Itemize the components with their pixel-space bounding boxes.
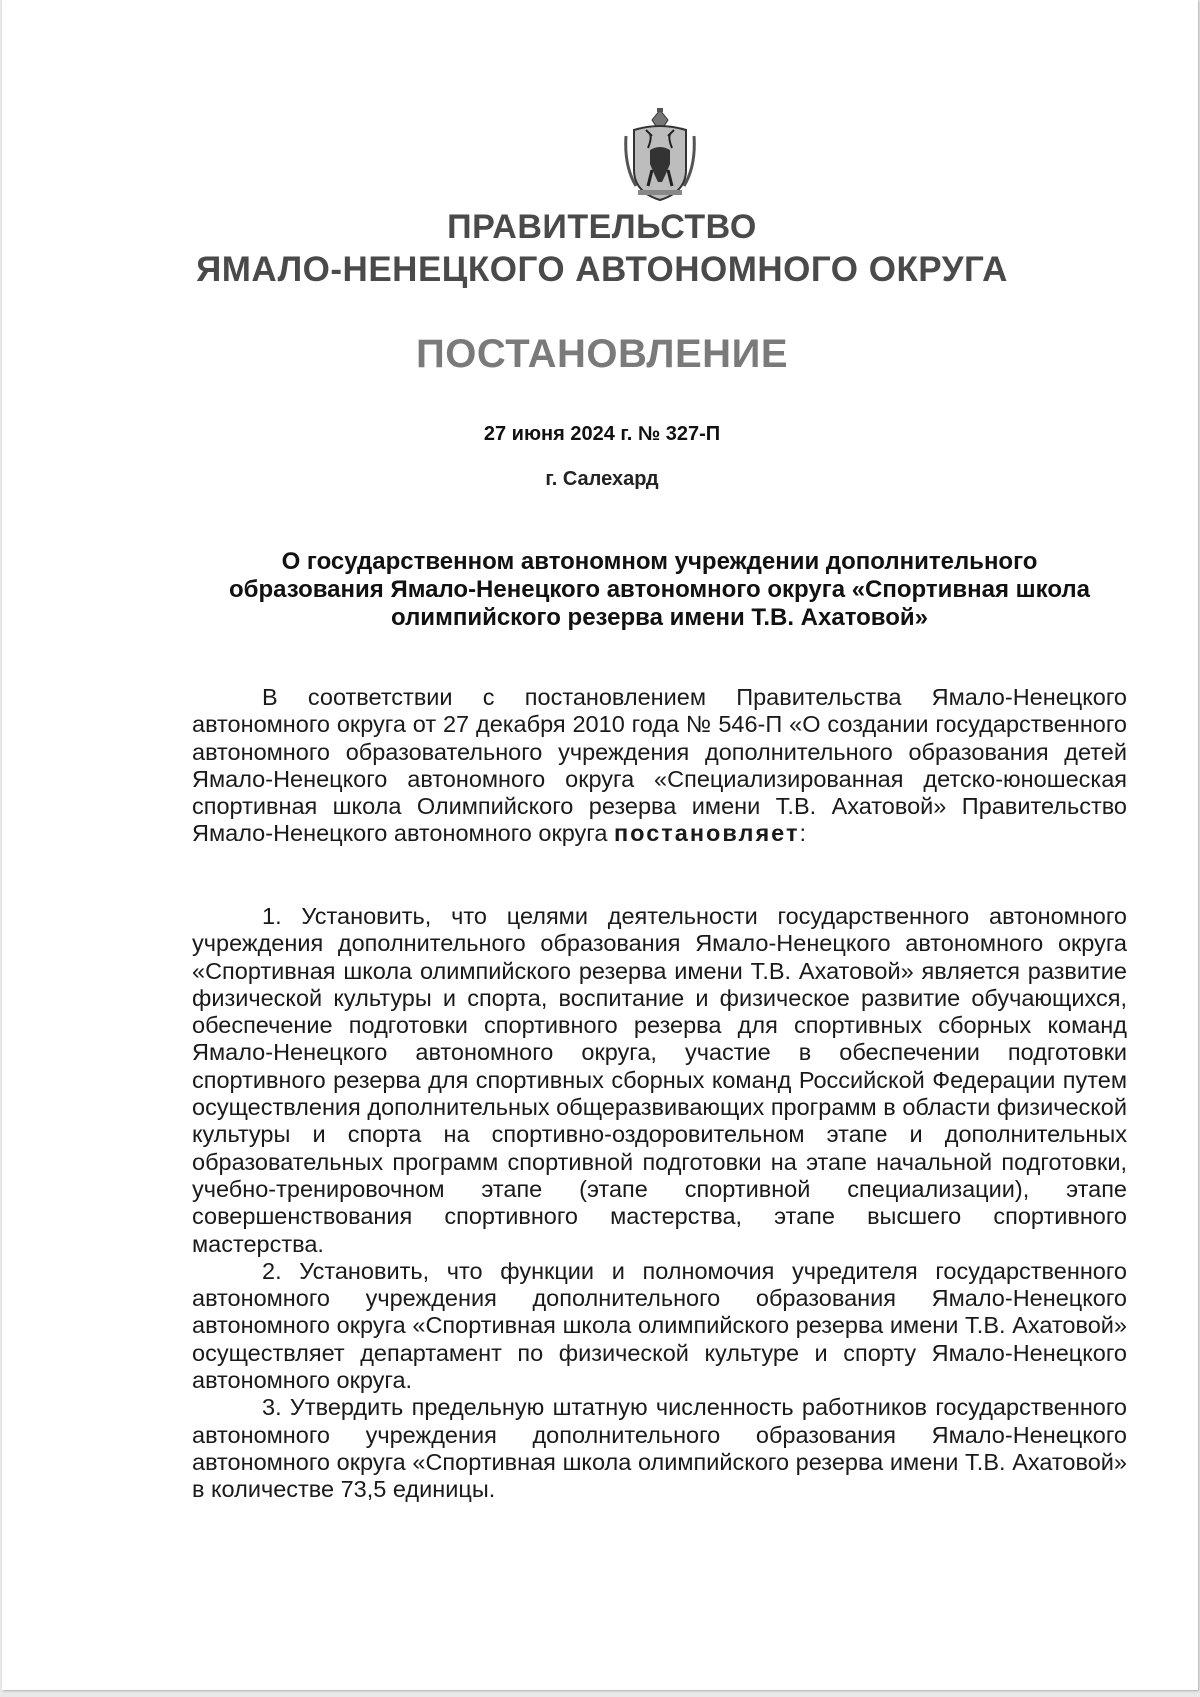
document-page bbox=[2, 0, 1198, 1690]
document-type: ПОСТАНОВЛЕНИЕ bbox=[415, 332, 788, 376]
preamble bbox=[192, 684, 1127, 848]
subject-line: олимпийского резерва имени Т.В. Ахатовой» bbox=[391, 604, 928, 631]
preamble-end: : bbox=[799, 820, 806, 847]
subject-line: образования Ямало-Ненецкого автономного округа «Спортивная школа bbox=[228, 576, 1091, 603]
subject-line: О государственном автономном учреждении дополнительного bbox=[281, 548, 1038, 575]
resolution-item: 2. Установить, что функции и полномочия учредителя государственного автономного учреждения дополнительного образования Ямало-Ненецкого автономного округа «Спортивная школа олимпийского резерва имени Т.В. Ахатовой» осуществляет департамент по физической культуре и спорту Ямало-Ненецкого автономного округа. bbox=[192, 1257, 1127, 1394]
date-and-number: 27 июня 2024 г. № 327-П bbox=[483, 423, 721, 445]
government-title-line1: ПРАВИТЕЛЬСТВО bbox=[447, 208, 757, 246]
city: г. Салехард bbox=[545, 468, 659, 490]
resolution-items bbox=[192, 903, 1127, 1504]
preamble-text: В соответствии с постановлением Правительства Ямало-Ненецкого автономного округа от 27 декабря 2010 года № 546-П «О создании государственного автономного образовательного учреждения дополнительного образования детей Ямало-Ненецкого автономного округа «Специализированная детско-юношеская спортивная школа Олимпийского резерва имени Т.В. Ахатовой» Правительство Ямало-Ненецкого автономного округа bbox=[192, 684, 1127, 847]
government-title-line2: ЯМАЛО-НЕНЕЦКОГО АВТОНОМНОГО ОКРУГА bbox=[196, 250, 1008, 289]
coat-of-arms-icon bbox=[622, 108, 698, 204]
document-subject bbox=[192, 548, 1127, 632]
resolution-item: 1. Установить, что целями деятельности государственного автономного учреждения дополнительного образования Ямало-Ненецкого автономного округа «Спортивная школа олимпийского резерва имени Т.В. Ахатовой» является развитие физической культуры и спорта, воспитание и физическое развитие обучающихся, обеспечение подготовки спортивного резерва для спортивных сборных команд Ямало-Ненецкого автономного округа, участие в обеспечении подготовки спортивного резерва для спортивных сборных команд Российской Федерации путем осуществления дополнительных общеразвивающих программ в области физической культуры и спорта на спортивно-оздоровительном этапе и дополнительных образовательных программ спортивной подготовки на этапе начальной подготовки, учебно-тренировочном этапе (этапе спортивной специализации), этапе совершенствования спортивного мастерства, этапе высшего спортивного мастерства. bbox=[192, 903, 1127, 1257]
resolution-item: 3. Утвердить предельную штатную численность работников государственного автономного учреждения дополнительного образования Ямало-Ненецкого автономного округа «Спортивная школа олимпийского резерва имени Т.В. Ахатовой» в количестве 73,5 единицы. bbox=[192, 1394, 1127, 1503]
preamble-paragraph bbox=[192, 684, 1127, 848]
preamble-verb: постановляет bbox=[613, 820, 800, 847]
